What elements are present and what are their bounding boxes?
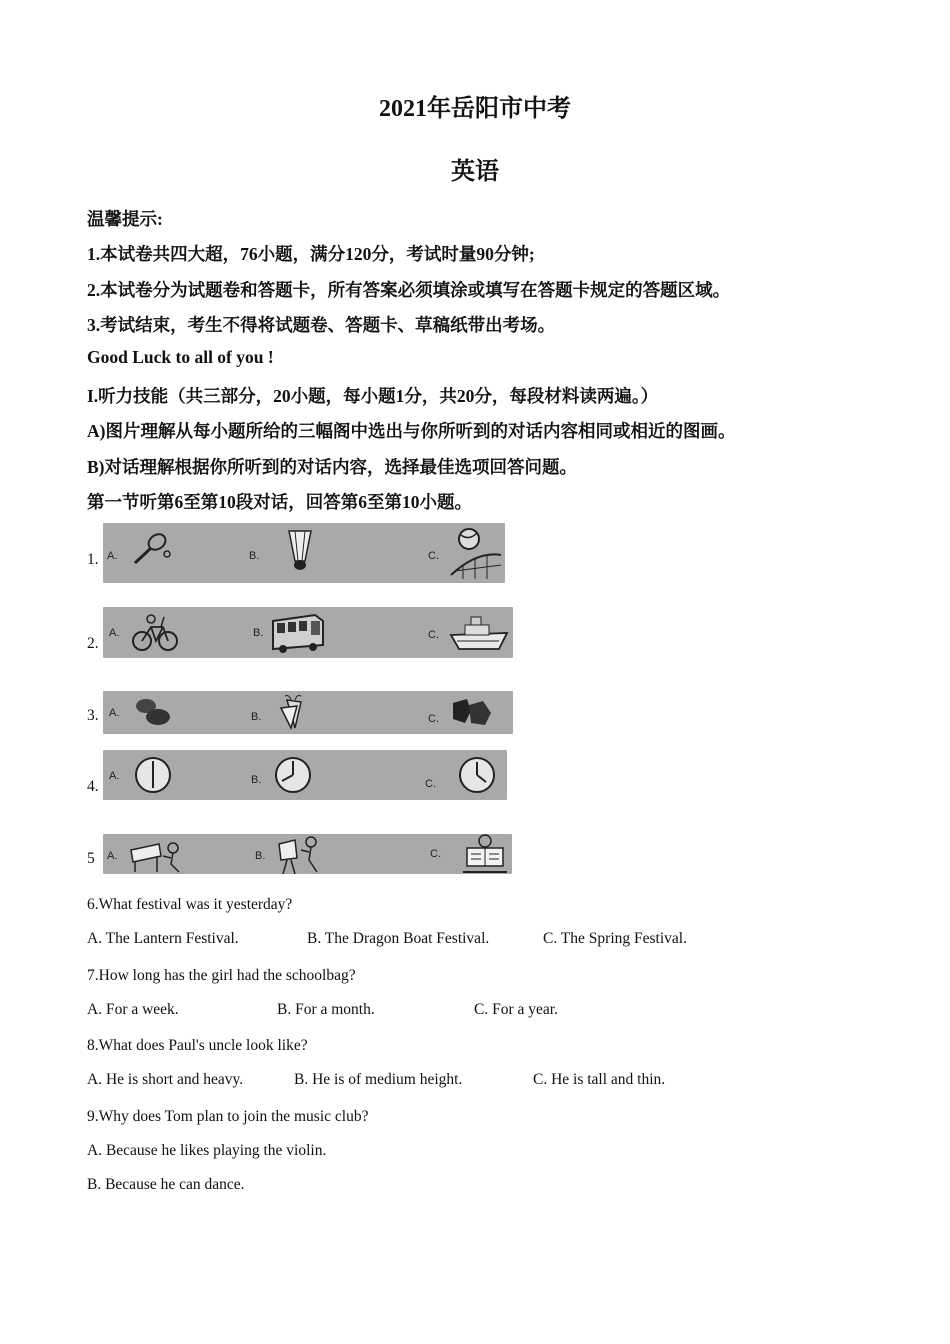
exam-title: 2021年岳阳市中考 xyxy=(379,96,571,122)
option-c: C. For a year. xyxy=(474,1001,558,1018)
carrots-icon xyxy=(277,694,313,732)
clock-icon xyxy=(273,754,313,796)
option-label: A. xyxy=(109,707,120,719)
option-label: A. xyxy=(109,627,120,639)
option-a: A. He is short and heavy. xyxy=(87,1071,244,1088)
option-b: B. The Dragon Boat Festival. xyxy=(307,930,490,947)
option-c: C. The Spring Festival. xyxy=(543,930,687,947)
option-b: B. Because he can dance. xyxy=(87,1176,245,1193)
option-label: C. xyxy=(425,778,436,790)
option-label: A. xyxy=(107,550,118,562)
clock-icon xyxy=(133,754,173,796)
newspaper-reader-icon xyxy=(461,834,509,874)
question-number: 1. xyxy=(87,551,99,568)
picture-strip xyxy=(103,834,512,874)
bus-icon xyxy=(269,609,327,655)
question-text: 7.How long has the girl had the schoolbag? xyxy=(87,967,356,984)
option-label: B. xyxy=(251,711,262,723)
section-heading: I.听力技能（共三部分，20小题，每小题1分，共20分，每段材料读两遍。） xyxy=(87,386,659,406)
note-item: 3.考试结束，考生不得将试题卷、答题卡、草稿纸带出考场。 xyxy=(87,315,556,335)
part-a-instruction: A)图片理解从每小题所给的三幅阁中选出与你所听到的对话内容相同或相近的图画。 xyxy=(87,421,736,441)
option-label: C. xyxy=(428,629,439,641)
question-number: 4. xyxy=(87,778,99,795)
tennis-racket-icon xyxy=(127,529,171,569)
shuttlecock-icon xyxy=(283,527,317,575)
note-item: 1.本试卷共四大超，76小题，满分120分，考试时量90分钟; xyxy=(87,244,535,264)
dark-food-icon xyxy=(449,695,493,729)
option-a: A. Because he likes playing the violin. xyxy=(87,1142,327,1159)
option-b: B. He is of medium height. xyxy=(294,1071,463,1088)
question-number: 2. xyxy=(87,635,99,652)
option-label: B. xyxy=(251,774,262,786)
picture-strip xyxy=(103,523,505,583)
sub-section-heading: 第一节听第6至第10段对话，回答第6至第10小题。 xyxy=(87,492,472,512)
picture-strip xyxy=(103,750,507,800)
potatoes-icon xyxy=(133,695,173,729)
option-a: A. The Lantern Festival. xyxy=(87,930,239,947)
good-luck-text: Good Luck to all of you ! xyxy=(87,347,274,367)
question-text: 8.What does Paul's uncle look like? xyxy=(87,1037,308,1054)
option-label: C. xyxy=(428,713,439,725)
question-number: 5 xyxy=(87,850,95,867)
note-item: 2.本试卷分为试题卷和答题卡，所有答案必须填涂或填写在答题卡规定的答题区域。 xyxy=(87,280,731,300)
question-text: 9.Why does Tom plan to join the music club? xyxy=(87,1108,369,1125)
notes-heading: 温馨提示: xyxy=(87,209,163,229)
volleyball-icon xyxy=(447,525,503,579)
picture-strip xyxy=(103,691,513,734)
option-label: A. xyxy=(107,850,118,862)
option-b: B. For a month. xyxy=(277,1001,375,1018)
option-label: A. xyxy=(109,770,120,782)
option-label: C. xyxy=(428,550,439,562)
option-label: B. xyxy=(253,627,264,639)
subject-title: 英语 xyxy=(451,159,499,185)
clock-icon xyxy=(457,754,497,796)
option-label: B. xyxy=(255,850,266,862)
option-c: C. He is tall and thin. xyxy=(533,1071,666,1088)
ship-icon xyxy=(449,611,509,655)
option-label: B. xyxy=(249,550,260,562)
question-text: 6.What festival was it yesterday? xyxy=(87,896,293,913)
painter-icon xyxy=(273,834,327,874)
option-label: C. xyxy=(430,848,441,860)
bicycle-icon xyxy=(131,609,179,655)
option-a: A. For a week. xyxy=(87,1001,179,1018)
picture-strip xyxy=(103,607,513,658)
part-b-instruction: B)对话理解根据你所听到的对话内容，选择最佳选项回答问题。 xyxy=(87,457,577,477)
piano-player-icon xyxy=(129,836,185,874)
question-number: 3. xyxy=(87,707,99,724)
